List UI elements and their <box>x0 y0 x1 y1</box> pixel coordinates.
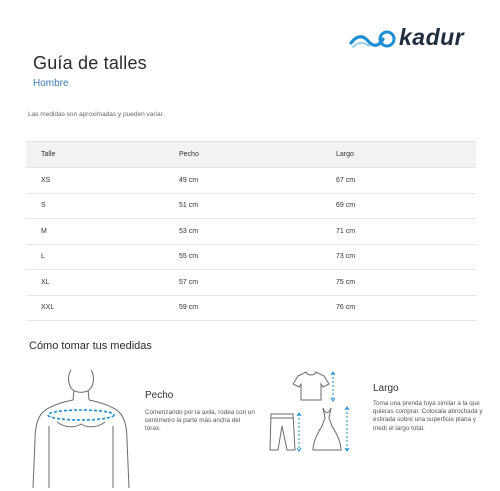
size-cell: L <box>41 253 45 261</box>
table-row <box>26 219 476 245</box>
length-cell: 73 cm <box>336 253 356 261</box>
chest-cell: 53 cm <box>179 227 199 235</box>
tshirt-icon <box>293 372 329 400</box>
chest-cell: 55 cm <box>179 253 199 261</box>
length-cell: 71 cm <box>336 227 356 235</box>
length-cell: 67 cm <box>336 176 356 184</box>
length-cell: 76 cm <box>336 304 356 312</box>
brand-logo <box>349 25 479 55</box>
size-cell: M <box>41 227 47 235</box>
chest-cell: 49 cm <box>179 176 199 184</box>
length-cell: 69 cm <box>336 202 356 210</box>
gender-subtitle: Hombre <box>33 78 69 89</box>
pants-icon <box>270 414 295 450</box>
header-size: Talle <box>41 151 56 158</box>
size-table <box>26 141 476 321</box>
size-cell: XXL <box>41 304 55 312</box>
chest-title: Pecho <box>145 390 174 401</box>
disclaimer-note: Las medidas son aproximadas y pueden variar. <box>28 111 165 118</box>
length-cell: 75 cm <box>336 278 356 286</box>
dress-icon <box>313 408 341 450</box>
length-instructions: Toma una prenda tuya similar a la que quieras comprar. Colocala abrochada y estirada sobre una superficie plana y medí el largo total. <box>373 400 483 432</box>
size-cell: S <box>41 202 46 210</box>
header-length: Largo <box>336 151 354 158</box>
length-illustration <box>263 368 363 465</box>
chest-illustration <box>27 368 137 491</box>
page-title: Guía de talles <box>33 53 147 73</box>
size-cell: XL <box>41 278 50 286</box>
table-row <box>26 270 476 296</box>
length-title: Largo <box>373 383 399 394</box>
chest-instructions: Comenzando por la axila, rodea con un centímetro la parte más ancha del tórax. <box>145 409 255 433</box>
header-chest: Pecho <box>179 151 199 158</box>
table-row <box>26 296 476 322</box>
table-row <box>26 168 476 194</box>
kadur-wave-logo-icon <box>349 25 399 53</box>
chest-cell: 57 cm <box>179 278 199 286</box>
table-header <box>26 141 476 168</box>
brand-name: kadur <box>399 24 465 50</box>
chest-cell: 59 cm <box>179 304 199 312</box>
table-row <box>26 245 476 271</box>
chest-cell: 51 cm <box>179 202 199 210</box>
torso-measure-icon <box>27 368 137 488</box>
how-to-measure-title: Cómo tomar tus medidas <box>29 340 152 352</box>
table-row <box>26 194 476 220</box>
size-cell: XS <box>41 176 51 184</box>
